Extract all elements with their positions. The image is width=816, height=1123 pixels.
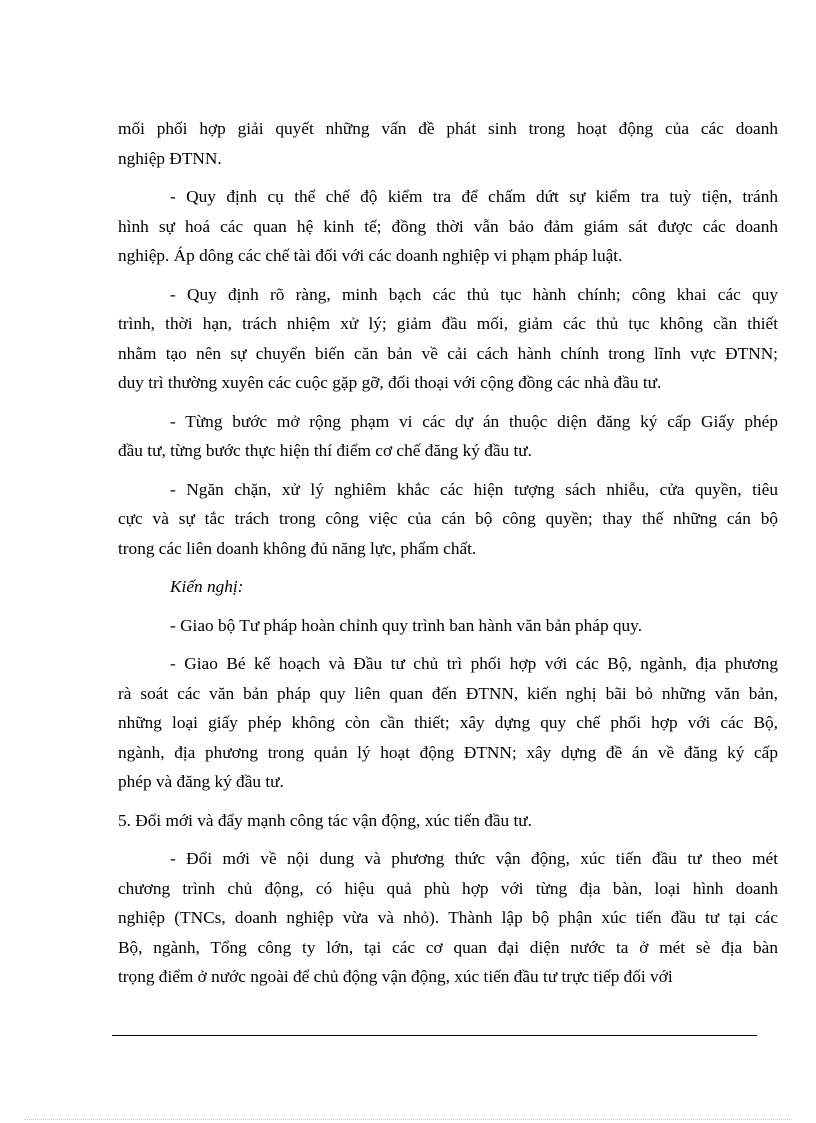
paragraph-continuation — [118, 114, 778, 173]
text-line: chương trình chủ động, có hiệu quả phù hợp với từng địa bàn, loại hình doanh — [118, 878, 778, 898]
text-line: cực và sự tắc trách trong công việc của cán bộ công quyền; thay thế những cán bộ — [118, 509, 778, 528]
text-line: - Giao bộ Tư pháp hoàn chỉnh quy trình ban hành văn bản pháp quy. — [170, 615, 643, 635]
text-line: rà soát các văn bản pháp quy liên quan đến ĐTNN, kiến nghị bãi bỏ những văn bản, — [118, 683, 778, 703]
text-line: trình, thời hạn, trách nhiệm xử lý; giảm đầu mối, giảm các thủ tục không cần thiết — [118, 314, 778, 333]
paragraph-inspection — [118, 182, 778, 271]
section-heading: 5. Đổi mới và đẩy mạnh công tác vận động, xúc tiến đầu tư. — [118, 810, 532, 830]
text-line: hình sự hoá các quan hệ kinh tế; đồng thời vẫn bảo đảm giám sát được các doanh — [118, 216, 778, 236]
text-line: phép và đăng ký đầu tư. — [118, 772, 284, 791]
page-bottom-border — [24, 1119, 792, 1120]
text-line: nhằm tạo nên sự chuyển biến căn bản về cải cách hành chính trong lĩnh vực ĐTNN; — [118, 343, 778, 363]
paragraph-procedures — [118, 280, 778, 398]
text-line: - Quy định cụ thể chế độ kiểm tra để chấm dứt sự kiểm tra tuỳ tiện, tránh — [170, 187, 778, 206]
paragraph-justice-ministry — [118, 611, 778, 641]
text-line: ngành, địa phương trong quản lý hoạt động ĐTNN; xây dựng đề án về đăng ký cấp — [118, 742, 778, 762]
paragraph-planning-ministry — [118, 649, 778, 797]
paragraph-prevention — [118, 475, 778, 564]
text-line: duy trì thường xuyên các cuộc gặp gỡ, đối thoại với cộng đồng các nhà đầu tư. — [118, 373, 662, 392]
text-line: - Từng bước mở rộng phạm vi các dự án thuộc diện đăng ký cấp Giấy phép — [170, 411, 778, 431]
text-line: mối phối hợp giải quyết những vấn đề phát sinh trong hoạt động của các doanh — [118, 119, 778, 138]
paragraph-scope — [118, 407, 778, 466]
text-line: nghiệp ĐTNN. — [118, 148, 222, 168]
footer-rule — [112, 1035, 757, 1036]
text-line: - Ngăn chặn, xử lý nghiêm khắc các hiện tượng sách nhiễu, cửa quyền, tiêu — [170, 479, 778, 499]
text-line: những loại giấy phép không còn cần thiết; xây dựng quy chế phối hợp với các Bộ, — [118, 713, 778, 732]
text-line: - Đổi mới về nội dung và phương thức vận động, xúc tiến đầu tư theo mét — [170, 849, 778, 868]
paragraph-investment-promotion — [118, 844, 778, 992]
text-line: trong các liên doanh không đủ năng lực, phẩm chất. — [118, 538, 477, 558]
recommendations-label: Kiến nghị: — [170, 577, 244, 596]
text-line: nghiệp (TNCs, doanh nghiệp vừa và nhỏ). Thành lập bộ phận xúc tiến đầu tư tại các — [118, 908, 778, 927]
text-line: - Giao Bé kế hoạch và Đầu tư chủ trì phối hợp với các Bộ, ngành, địa phương — [170, 654, 778, 673]
text-line: Bộ, ngành, Tổng công ty lớn, tại các cơ quan đại diện nước ta ở mét sè địa bàn — [118, 937, 778, 957]
text-line: - Quy định rõ ràng, minh bạch các thủ tục hành chính; công khai các quy — [170, 284, 778, 304]
text-line: trọng điểm ở nước ngoài để chủ động vận động, xúc tiến đầu tư trực tiếp đối với — [118, 967, 673, 986]
text-line: nghiệp. Áp dông các chế tài đối với các doanh nghiệp vi phạm pháp luật. — [118, 246, 623, 265]
document-page — [118, 114, 778, 1001]
text-line: đầu tư, từng bước thực hiện thí điểm cơ chế đăng ký đầu tư. — [118, 441, 532, 460]
